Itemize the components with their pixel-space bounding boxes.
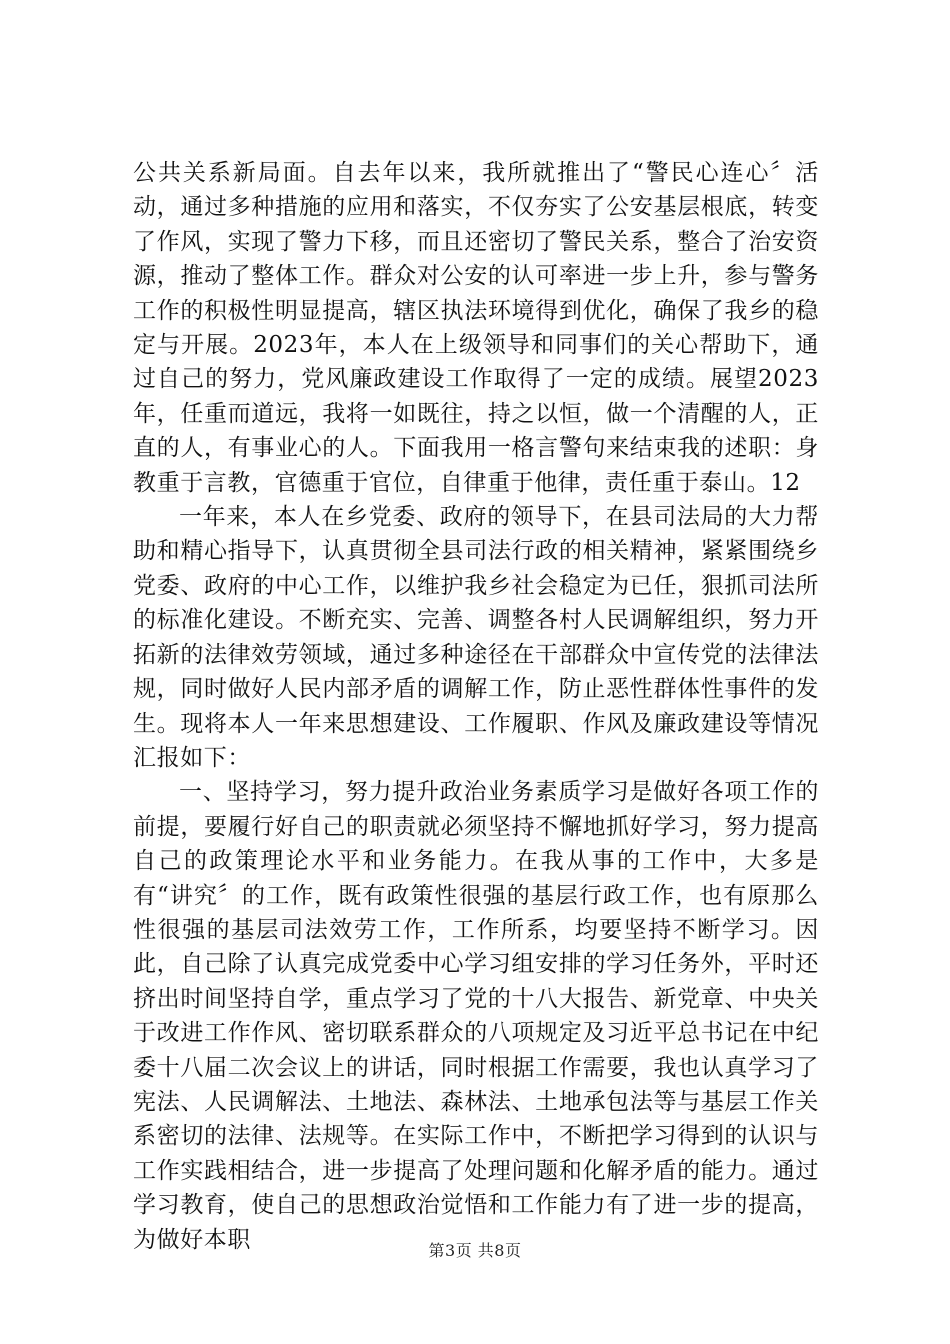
paragraph-3: 一、坚持学习，努力提升政治业务素质学习是做好各项工作的前提，要履行好自己的职责就必须坚持不懈地抓好学习，努力提高自己的政策理论水平和业务能力。在我从事的工作中，大多是有“讲究〞的工作，既有政策性很强的基层行政工作，也有原那么性很强的基层司法效劳工作，工作所系，均要坚持不断学习。因此，自己除了认真完成党委中心学习组安排的学习任务外，平时还挤出时间坚持自学，重点学习了党的十八大报告、新党章、中央关于改进工作作风、密切联系群众的八项规定及习近平总书记在中纪委十八届二次会议上的讲话，同时根据工作需要，我也认真学习了宪法、人民调解法、土地法、森林法、土地承包法等与基层工作关系密切的法律、法规等。在实际工作中，不断把学习得到的认识与工作实践相结合，进一步提高了处理问题和化解矛盾的能力。通过学习教育，使自己的思想政治觉悟和工作能力有了进一步的提高，为做好本职 <box>133 779 819 1253</box>
page-number-footer: 第3页 共8页 <box>428 1241 522 1260</box>
document-body <box>133 156 819 1257</box>
paragraph-2: 一年来，本人在乡党委、政府的领导下，在县司法局的大力帮助和精心指导下，认真贯彻全县司法行政的相关精神，紧紧围绕乡党委、政府的中心工作，以维护我乡社会稳定为已任，狠抓司法所的标准化建设。不断充实、完善、调整各村人民调解组织，努力开拓新的法律效劳领域，通过多种途径在干部群众中宣传党的法律法规，同时做好人民内部矛盾的调解工作，防止恶性群体性事件的发生。现将本人一年来思想建设、工作履职、作风及廉政建设等情况汇报如下： <box>133 504 819 771</box>
paragraph-1: 公共关系新局面。自去年以来，我所就推出了“警民心连心〞活动，通过多种措施的应用和落实，不仅夯实了公安基层根底，转变了作风，实现了警力下移，而且还密切了警民关系，整合了治安资源，推动了整体工作。群众对公安的认可率进一步上升，参与警务工作的积极性明显提高，辖区执法环境得到优化，确保了我乡的稳定与开展。2023年，本人在上级领导和同事们的关心帮助下，通过自己的努力，党风廉政建设工作取得了一定的成绩。展望2023年，任重而道远，我将一如既往，持之以恒，做一个清醒的人，正直的人，有事业心的人。下面我用一格言警句来结束我的述职：身教重于言教，官德重于官位，自律重于他律，责任重于泰山。12 <box>133 160 819 496</box>
